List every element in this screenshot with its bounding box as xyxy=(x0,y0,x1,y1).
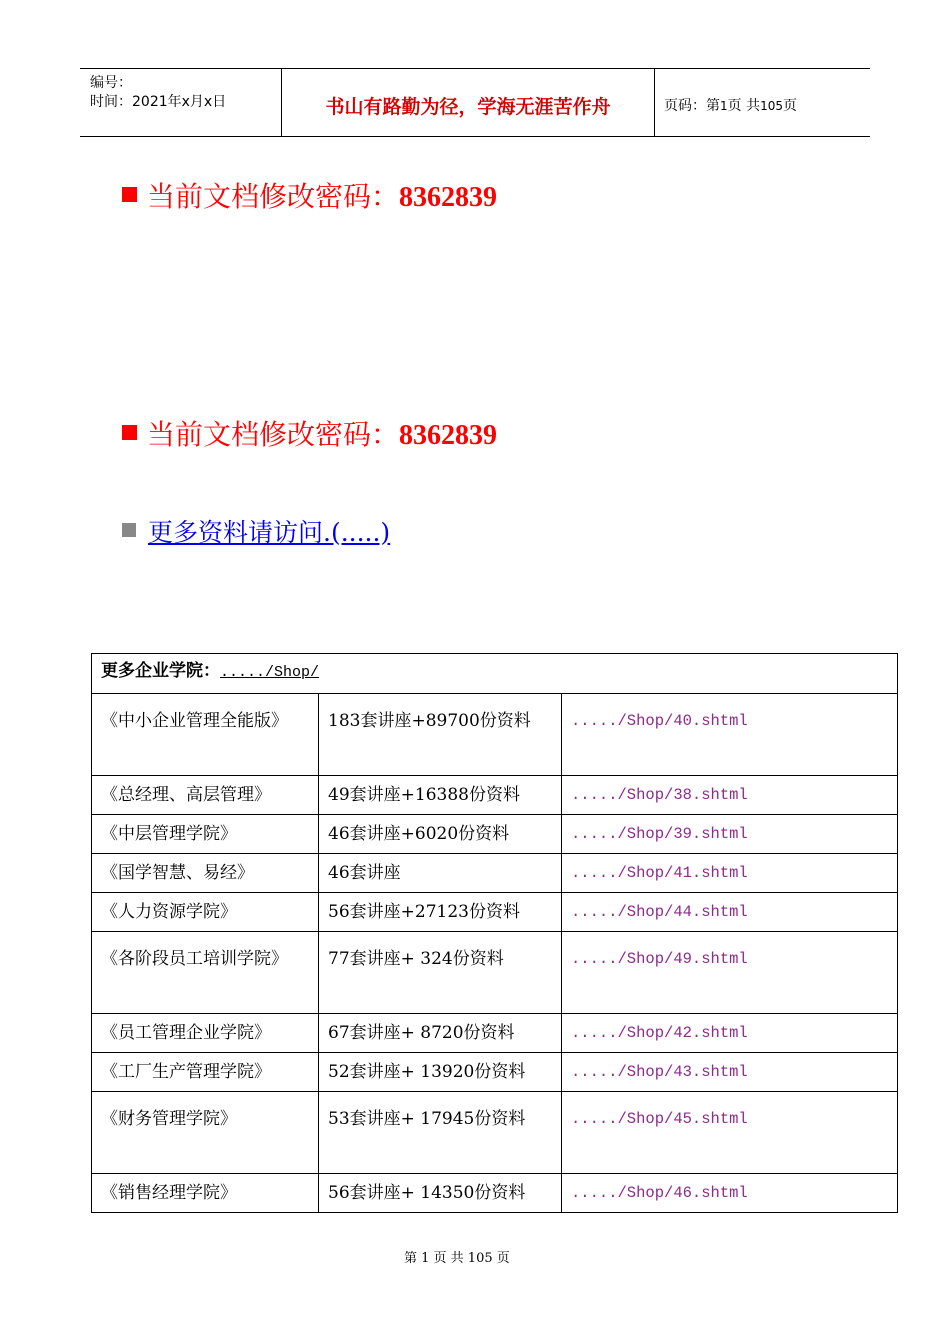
course-name-cell: 《国学智慧、易经》 xyxy=(92,854,319,893)
table-row xyxy=(92,776,898,815)
header-page-cell xyxy=(655,69,870,136)
more-resources-link[interactable]: 更多资料请访问.(.....) xyxy=(148,518,391,547)
password-label: 当前文档修改密码： xyxy=(147,180,400,213)
course-count-cell: 67套讲座+ 8720份资料 xyxy=(319,1014,562,1053)
table-header-label: 更多企业学院： xyxy=(101,661,220,681)
course-name-cell: 《员工管理企业学院》 xyxy=(92,1014,319,1053)
page-footer: 第 1 页 共 105 页 xyxy=(404,1251,510,1266)
table-row xyxy=(92,694,898,776)
course-count-cell: 49套讲座+16388份资料 xyxy=(319,776,562,815)
course-url-cell[interactable]: ...../Shop/45.shtml xyxy=(562,1092,898,1174)
page-end: 页 xyxy=(783,98,797,114)
course-name-cell: 《财务管理学院》 xyxy=(92,1092,319,1174)
page-header xyxy=(80,68,870,137)
password-code: 8362839 xyxy=(399,420,498,451)
table-row xyxy=(92,932,898,1014)
table-row xyxy=(92,1092,898,1174)
password-code: 8362839 xyxy=(399,182,498,213)
table-header-row xyxy=(92,654,898,694)
course-name-cell: 《中小企业管理全能版》 xyxy=(92,694,319,776)
course-name-cell: 《各阶段员工培训学院》 xyxy=(92,932,319,1014)
course-name-cell: 《人力资源学院》 xyxy=(92,893,319,932)
page-number: 1 xyxy=(720,99,728,113)
course-url-cell[interactable]: ...../Shop/44.shtml xyxy=(562,893,898,932)
page-label: 页码：第 xyxy=(664,98,720,114)
course-url-cell[interactable]: ...../Shop/43.shtml xyxy=(562,1053,898,1092)
more-resources xyxy=(122,513,390,549)
table-header-url[interactable]: ...../Shop/ xyxy=(220,664,320,681)
course-name-cell: 《中层管理学院》 xyxy=(92,815,319,854)
page-mid: 页 共 xyxy=(727,98,761,114)
course-count-cell: 46套讲座+6020份资料 xyxy=(319,815,562,854)
table-row xyxy=(92,815,898,854)
course-count-cell: 46套讲座 xyxy=(319,854,562,893)
password-notice-1 xyxy=(122,175,497,215)
course-url-cell[interactable]: ...../Shop/49.shtml xyxy=(562,932,898,1014)
page-total: 105 xyxy=(760,99,783,113)
course-url-cell[interactable]: ...../Shop/40.shtml xyxy=(562,694,898,776)
header-meta-cell xyxy=(80,69,282,136)
course-url-cell[interactable]: ...../Shop/42.shtml xyxy=(562,1014,898,1053)
academy-table xyxy=(91,653,898,1213)
gray-square-bullet-icon xyxy=(122,523,136,537)
course-url-cell[interactable]: ...../Shop/39.shtml xyxy=(562,815,898,854)
password-label: 当前文档修改密码： xyxy=(147,418,400,451)
table-row xyxy=(92,893,898,932)
course-name-cell: 《总经理、高层管理》 xyxy=(92,776,319,815)
course-count-cell: 56套讲座+ 14350份资料 xyxy=(319,1174,562,1213)
motto-text: 书山有路勤为径，学海无涯苦作舟 xyxy=(325,96,611,118)
table-header-cell xyxy=(92,654,898,694)
table-row xyxy=(92,1014,898,1053)
course-name-cell: 《销售经理学院》 xyxy=(92,1174,319,1213)
course-url-cell[interactable]: ...../Shop/46.shtml xyxy=(562,1174,898,1213)
red-square-bullet-icon xyxy=(122,187,137,202)
course-count-cell: 56套讲座+27123份资料 xyxy=(319,893,562,932)
course-count-cell: 53套讲座+ 17945份资料 xyxy=(319,1092,562,1174)
red-square-bullet-icon xyxy=(122,425,137,440)
doc-number-label: 编号： xyxy=(90,75,132,91)
course-url-cell[interactable]: ...../Shop/41.shtml xyxy=(562,854,898,893)
course-count-cell: 183套讲座+89700份资料 xyxy=(319,694,562,776)
table-row xyxy=(92,1174,898,1213)
doc-time-label: 时间：2021年x月x日 xyxy=(90,94,227,110)
course-count-cell: 52套讲座+ 13920份资料 xyxy=(319,1053,562,1092)
password-notice-2 xyxy=(122,413,497,453)
course-count-cell: 77套讲座+ 324份资料 xyxy=(319,932,562,1014)
course-url-cell[interactable]: ...../Shop/38.shtml xyxy=(562,776,898,815)
header-motto-cell xyxy=(282,69,655,136)
course-name-cell: 《工厂生产管理学院》 xyxy=(92,1053,319,1092)
page-indicator xyxy=(664,95,797,115)
table-row xyxy=(92,1053,898,1092)
table-row xyxy=(92,854,898,893)
